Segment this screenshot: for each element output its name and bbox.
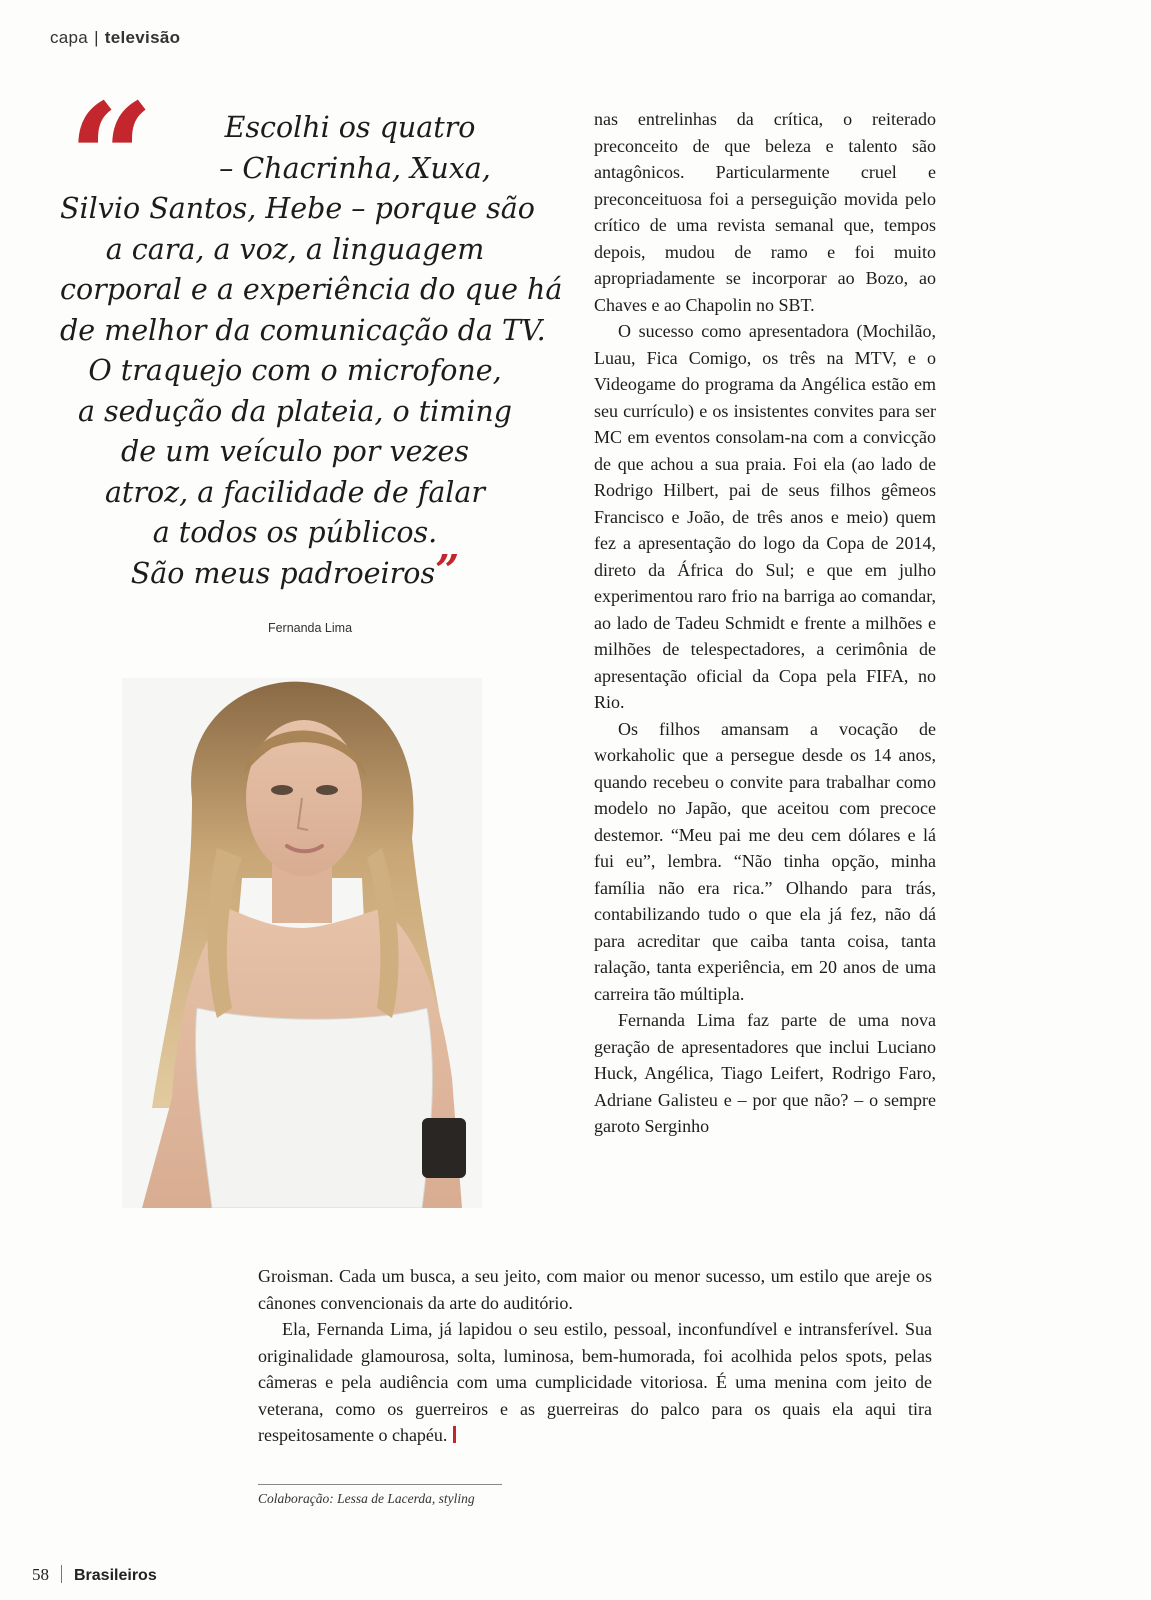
quote-attribution: Fernanda Lima [267,621,353,635]
pull-quote-line: corporal e a experiência do que há [60,273,563,306]
pull-quote-line: – Chacrinha, Xuxa, [219,151,491,185]
article-paragraph: O sucesso como apresentadora (Mochilão, Luau, Fica Comigo, os três na MTV, e o Videogame do programa da Angélica estão em seu currículo) e os insistentes convites para ser MC em eventos consolam-na com a convicção de que achou a sua praia. Foi ela (ao lado de Rodrigo Hilbert, pai de seus filhos gêmeos Francisco e João, de três anos e meio) quem fez a apresentação do logo da Copa de 2014, direto da África do Sul; e que em julho experimentou raro frio na barriga ao comandar, ao lado de Tadeu Schmidt e frente a milhões e milhões de telespectadores, a cerimônia de apresentação oficial da Copa pela FIFA, no Rio. [594,321,936,712]
open-quote-icon: “ [68,71,131,247]
pull-quote-line: de um veículo por vezes [121,435,469,468]
portrait-photo [122,678,482,1208]
pull-quote-line: a cara, a voz, a linguagem [105,232,485,266]
article-paragraph: nas entrelinhas da crítica, o reiterado preconceito de que beleza e talento são antagônicos. Particularmente cruel e preconceituosa foi a perseguição movida pelo crítico de uma revista semanal que, tempos depois, mudou de ramo e foi muito apropriadamente se incorporar ao Bozo, ao Chaves e ao Chapolin no SBT. [594,109,936,315]
pull-quote-line: de melhor da comunicação da TV. [60,313,546,347]
photo-credit: Colaboração: Lessa de Lacerda, styling [258,1491,475,1506]
pull-quote-line: Escolhi os quatro [224,111,476,144]
portrait-illustration [122,678,482,1208]
header-divider: | [94,28,99,47]
pull-quote [60,108,563,595]
section-label: capa [50,28,89,47]
end-of-article-mark [453,1426,456,1443]
article-paragraph: Fernanda Lima faz parte de uma nova geração de apresentadores que inclui Luciano Huck, Angélica, Tiago Leifert, Rodrigo Faro, Adriane Galisteu e – por que não? – o sempre garoto Serginho [594,1010,936,1136]
credit-divider [258,1484,502,1485]
pull-quote-last-line [60,545,530,595]
pull-quote-line: São meus padroeiros [130,556,436,590]
page-number: 58 [32,1565,49,1584]
pull-quote-line: O traquejo com o microfone, [88,354,502,387]
running-header [50,28,180,48]
article-paragraph: Ela, Fernanda Lima, já lapidou o seu estilo, pessoal, inconfundível e intransferível. Sua originalidade glamourosa, solta, luminosa, bem-humorada, foi acolhida pelos spots, pelas câmeras e pela audiência com uma cumplicidade vitoriosa. É uma menina com jeito de veterana, como os guerreiros e as guerreiras do palco para os quais ela aqui tira respeitosamente o chapéu. [258,1319,932,1445]
article-paragraph: Os filhos amansam a vocação de workaholic que a persegue desde os 14 anos, quando recebeu o convite para trabalhar como modelo no Japão, que aceitou com precoce destemor. “Meu pai me deu cem dólares e lá fui eu”, lembra. “Não tinha opção, minha família não era rica.” Olhando para trás, contabilizando tudo o que ela já fez, não dá para acreditar que caiba tanta coisa, tanta ralação, tanta experiência, em 20 anos de uma carreira tão múltipla. [594,718,936,1004]
footer-divider [61,1565,62,1583]
pull-quote-line: a sedução da plateia, o timing [77,394,513,428]
article-final-paragraph [258,1316,932,1449]
article-paragraph: Groisman. Cada um busca, a seu jeito, com maior ou menor sucesso, um estilo que areje os cânones convencionais da arte do auditório. [258,1266,932,1313]
article-wide-column [258,1263,932,1449]
pull-quote-line: a todos os públicos. [152,516,438,549]
pull-quote-line: atroz, a facilidade de falar [104,475,486,509]
article-right-column [594,106,936,1140]
page-footer [32,1565,157,1585]
magazine-name: Brasileiros [74,1567,157,1584]
subsection-label: televisão [104,28,181,47]
close-quote-icon: ” [435,545,460,595]
pull-quote-line: Silvio Santos, Hebe – porque são [60,192,535,225]
